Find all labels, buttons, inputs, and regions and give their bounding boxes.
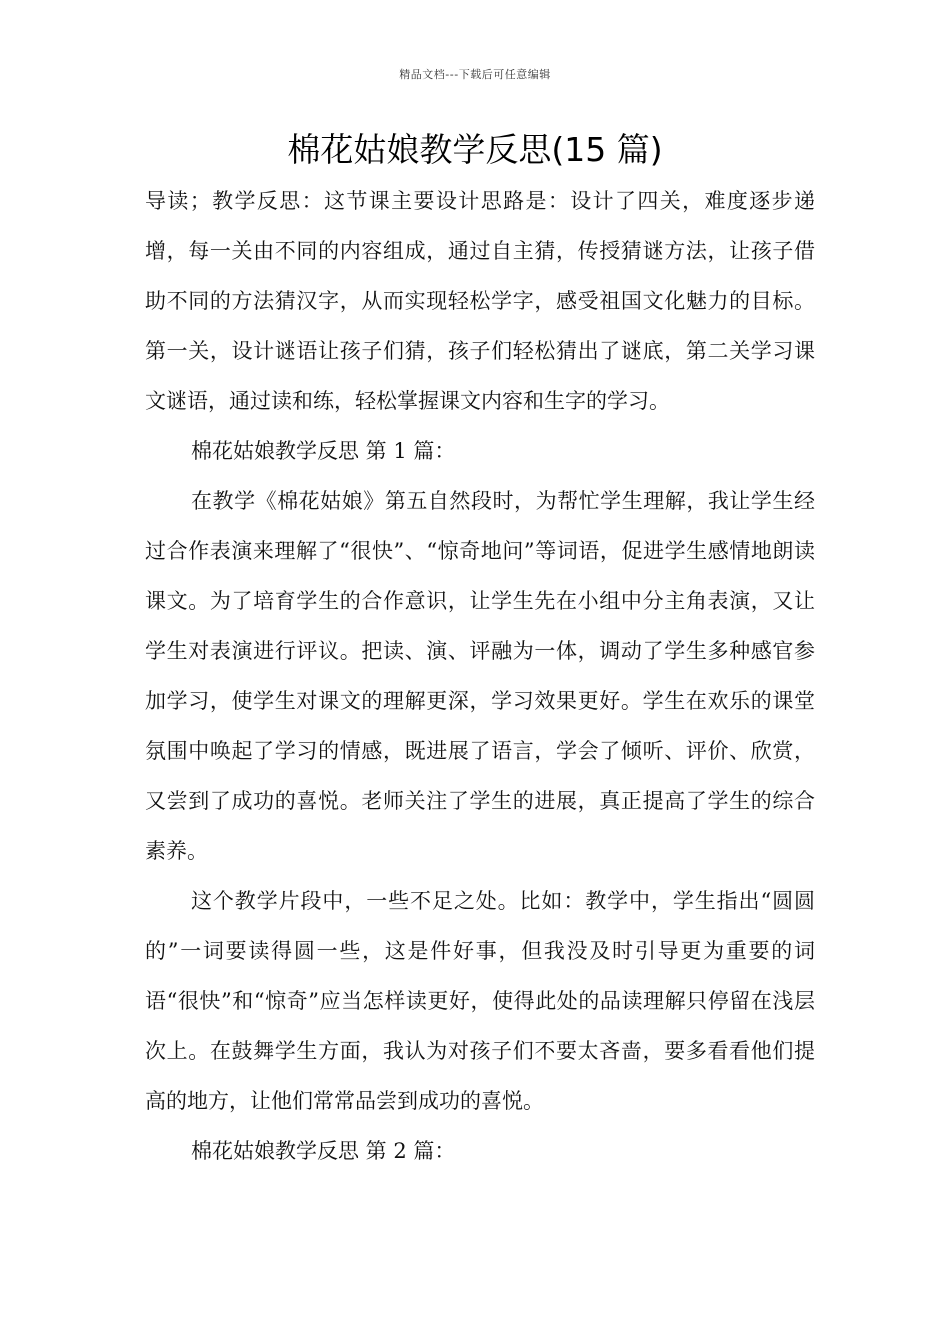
body-paragraph: 这个教学片段中，一些不足之处。比如：教学中，学生指出“圆圆的”一词要读得圆一些，这是件好事，但我没及时引导更为重要的词语“很快”和“惊奇”应当怎样读更好，使得此处的品读理解只停留在浅层次上。在鼓舞学生方面，我认为对孩子们不要太吝啬，要多看看他们提高的地方，让他们常常品尝到成功的喜悦。	[145, 889, 815, 1113]
section-heading: 棉花姑娘教学反思 第 1 篇：	[191, 439, 456, 463]
intro-paragraph: 导读；教学反思：这节课主要设计思路是：设计了四关，难度逐步递增，每一关由不同的内容组成，通过自主猜，传授猜谜方法，让孩子借助不同的方法猜汉字，从而实现轻松学字，感受祖国文化魅力的目标。第一关，设计谜语让孩子们猜，孩子们轻松猜出了谜底，第二关学习课文谜语，通过读和练，轻松掌握课文内容和生字的学习。	[145, 189, 815, 413]
document-body	[145, 176, 815, 1176]
document-title: 棉花姑娘教学反思(15 篇)	[287, 130, 663, 169]
body-paragraph: 在教学《棉花姑娘》第五自然段时，为帮忙学生理解，我让学生经过合作表演来理解了“很快”、“惊奇地问”等词语，促进学生感情地朗读课文。为了培育学生的合作意识，让学生先在小组中分主角表演，又让学生对表演进行评议。把读、演、评融为一体，调动了学生多种感官参加学习，使学生对课文的理解更深，学习效果更好。学生在欢乐的课堂氛围中唤起了学习的情感，既进展了语言，学会了倾听、评价、欣赏，又尝到了成功的喜悦。老师关注了学生的进展，真正提高了学生的综合素养。	[145, 489, 815, 863]
page-header: 精品文档---下载后可任意编辑	[399, 68, 551, 81]
section-heading: 棉花姑娘教学反思 第 2 篇：	[191, 1139, 456, 1163]
